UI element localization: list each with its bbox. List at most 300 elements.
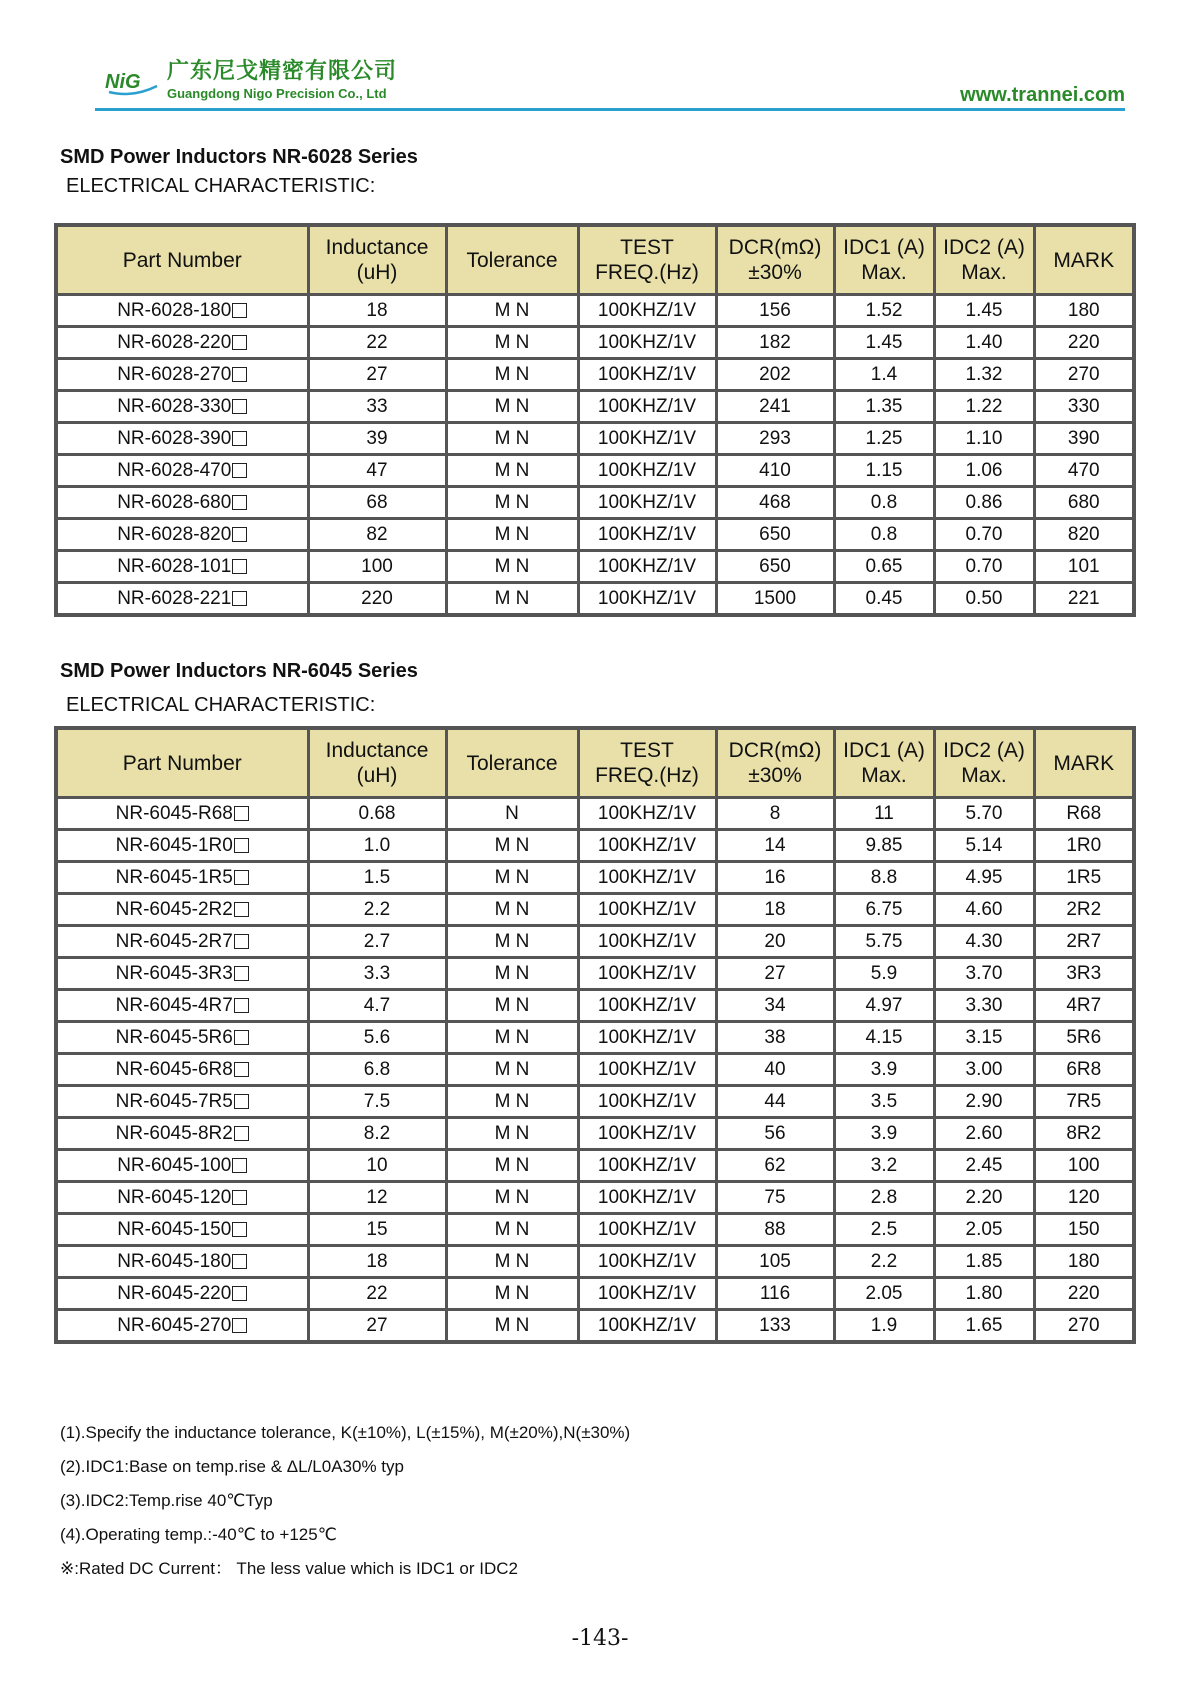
table-cell: M N: [446, 862, 578, 894]
table-cell: 39: [308, 423, 446, 455]
table-cell: M N: [446, 990, 578, 1022]
table-cell: 180: [1034, 1246, 1134, 1278]
table-cell: [56, 894, 308, 926]
table-cell: R68: [1034, 798, 1134, 830]
table-cell: 1.45: [834, 327, 934, 359]
table-cell: 1.32: [934, 359, 1034, 391]
table-row: [56, 1182, 1134, 1214]
table-row: [56, 1310, 1134, 1343]
table-cell: 1.45: [934, 295, 1034, 327]
table-row: [56, 830, 1134, 862]
part-number: NR-6028-180: [117, 300, 232, 321]
tolerance-code-box: [232, 559, 247, 574]
table-cell: 20: [716, 926, 834, 958]
part-number: NR-6045-4R7: [115, 995, 233, 1016]
table-cell: M N: [446, 1086, 578, 1118]
table-cell: M N: [446, 926, 578, 958]
table-cell: 650: [716, 519, 834, 551]
table-row: [56, 519, 1134, 551]
page-number: -143-: [571, 1626, 629, 1651]
note: ※:Rated DC Current： The less value which is IDC1 or IDC2: [60, 1559, 518, 1578]
part-number: NR-6045-150: [117, 1219, 232, 1240]
table-cell: M N: [446, 327, 578, 359]
table-cell: M N: [446, 1118, 578, 1150]
table-row: [56, 862, 1134, 894]
part-number: NR-6028-680: [117, 492, 232, 513]
table-cell: 5R6: [1034, 1022, 1134, 1054]
table-cell: 2.8: [834, 1182, 934, 1214]
section-subtitle-6045: ELECTRICAL CHARACTERISTIC:: [66, 694, 376, 716]
table-cell: 7.5: [308, 1086, 446, 1118]
table-cell: 3.15: [934, 1022, 1034, 1054]
tolerance-code-box: [232, 303, 247, 318]
note: (3).IDC2:Temp.rise 40℃Typ: [60, 1491, 273, 1510]
table-cell: 8.2: [308, 1118, 446, 1150]
table-cell: 44: [716, 1086, 834, 1118]
table-cell: 1.65: [934, 1310, 1034, 1343]
column-header: Tolerance: [446, 728, 578, 798]
table-cell: 4.97: [834, 990, 934, 1022]
table-cell: 1.52: [834, 295, 934, 327]
table-cell: 3.9: [834, 1118, 934, 1150]
table-cell: 4R7: [1034, 990, 1134, 1022]
part-number: NR-6028-470: [117, 460, 232, 481]
table-cell: 16: [716, 862, 834, 894]
table-cell: [56, 1278, 308, 1310]
table-cell: M N: [446, 1278, 578, 1310]
table-cell: 68: [308, 487, 446, 519]
table-cell: 4.15: [834, 1022, 934, 1054]
table-cell: 101: [1034, 551, 1134, 583]
table-cell: 22: [308, 327, 446, 359]
tolerance-code-box: [234, 1126, 249, 1141]
table-cell: 100KHZ/1V: [578, 926, 716, 958]
table-cell: 10: [308, 1150, 446, 1182]
table-cell: 1.35: [834, 391, 934, 423]
table-cell: 100KHZ/1V: [578, 1054, 716, 1086]
table-cell: [56, 990, 308, 1022]
table-cell: M N: [446, 519, 578, 551]
table-cell: 34: [716, 990, 834, 1022]
table-cell: 100KHZ/1V: [578, 423, 716, 455]
table-cell: 6.75: [834, 894, 934, 926]
column-header: TEST FREQ.(Hz): [578, 728, 716, 798]
table-cell: 47: [308, 455, 446, 487]
table-cell: [56, 551, 308, 583]
table-cell: 12: [308, 1182, 446, 1214]
table-cell: 0.45: [834, 583, 934, 616]
table-cell: 8: [716, 798, 834, 830]
table-cell: 100KHZ/1V: [578, 487, 716, 519]
table-cell: 100KHZ/1V: [578, 295, 716, 327]
column-header: Inductance (uH): [308, 225, 446, 295]
table-cell: 4.7: [308, 990, 446, 1022]
table-cell: 100: [1034, 1150, 1134, 1182]
table-cell: 7R5: [1034, 1086, 1134, 1118]
spec-table-6028: [54, 223, 1136, 617]
part-number: NR-6028-270: [117, 364, 232, 385]
table-cell: [56, 359, 308, 391]
table-cell: 11: [834, 798, 934, 830]
table-cell: 5.6: [308, 1022, 446, 1054]
table-cell: 100KHZ/1V: [578, 1022, 716, 1054]
table-cell: 468: [716, 487, 834, 519]
table-cell: M N: [446, 455, 578, 487]
table-cell: M N: [446, 1054, 578, 1086]
table-cell: 0.70: [934, 551, 1034, 583]
table-cell: 1.25: [834, 423, 934, 455]
table-cell: 1R5: [1034, 862, 1134, 894]
table-cell: 410: [716, 455, 834, 487]
table-cell: [56, 926, 308, 958]
column-header: Part Number: [56, 728, 308, 798]
table-cell: 820: [1034, 519, 1134, 551]
table-cell: 100KHZ/1V: [578, 519, 716, 551]
table-header-row: [56, 728, 1134, 798]
table-cell: 180: [1034, 295, 1134, 327]
table-cell: M N: [446, 1150, 578, 1182]
table-cell: N: [446, 798, 578, 830]
logo-text: NiG: [105, 71, 141, 93]
header-rule: [95, 108, 1125, 111]
table-cell: [56, 1022, 308, 1054]
table-cell: 3.30: [934, 990, 1034, 1022]
table-cell: 100KHZ/1V: [578, 327, 716, 359]
table-cell: 5.75: [834, 926, 934, 958]
table-cell: [56, 1150, 308, 1182]
table-cell: 1.4: [834, 359, 934, 391]
table-cell: M N: [446, 958, 578, 990]
table-cell: 6.8: [308, 1054, 446, 1086]
table-cell: 270: [1034, 359, 1134, 391]
table-cell: 100KHZ/1V: [578, 798, 716, 830]
part-number: NR-6028-221: [117, 588, 232, 609]
table-cell: 0.65: [834, 551, 934, 583]
table-cell: [56, 1182, 308, 1214]
table-row: [56, 1246, 1134, 1278]
table-cell: 100KHZ/1V: [578, 1310, 716, 1343]
table-cell: 15: [308, 1214, 446, 1246]
company-name-en: Guangdong Nigo Precision Co., Ltd: [167, 86, 387, 101]
series-title-6028: SMD Power Inductors NR-6028 Series: [60, 146, 418, 168]
tolerance-code-box: [234, 998, 249, 1013]
table-row: [56, 455, 1134, 487]
column-header: IDC2 (A) Max.: [934, 728, 1034, 798]
tolerance-code-box: [232, 1190, 247, 1205]
tolerance-code-box: [232, 399, 247, 414]
table-row: [56, 958, 1134, 990]
table-cell: M N: [446, 1246, 578, 1278]
table-cell: 5.70: [934, 798, 1034, 830]
table-row: [56, 487, 1134, 519]
table-cell: 0.8: [834, 519, 934, 551]
column-header: DCR(mΩ) ±30%: [716, 225, 834, 295]
table-cell: 2.05: [934, 1214, 1034, 1246]
table-cell: M N: [446, 1182, 578, 1214]
table-cell: [56, 519, 308, 551]
tolerance-code-box: [234, 1062, 249, 1077]
tolerance-code-box: [232, 1286, 247, 1301]
table-cell: 182: [716, 327, 834, 359]
table-cell: 150: [1034, 1214, 1134, 1246]
tolerance-code-box: [232, 495, 247, 510]
table-cell: 4.60: [934, 894, 1034, 926]
table-cell: 27: [308, 359, 446, 391]
table-row: [56, 1054, 1134, 1086]
table-cell: M N: [446, 423, 578, 455]
table-cell: 1.0: [308, 830, 446, 862]
table-cell: [56, 455, 308, 487]
table-row: [56, 423, 1134, 455]
table-cell: 100KHZ/1V: [578, 1214, 716, 1246]
section-subtitle-6028: ELECTRICAL CHARACTERISTIC:: [66, 175, 376, 197]
table-cell: [56, 1214, 308, 1246]
table-cell: 1.9: [834, 1310, 934, 1343]
table-cell: 100KHZ/1V: [578, 1118, 716, 1150]
table-cell: 3.70: [934, 958, 1034, 990]
part-number: NR-6028-330: [117, 396, 232, 417]
series-title-6045: SMD Power Inductors NR-6045 Series: [60, 660, 418, 682]
table-cell: [56, 1086, 308, 1118]
table-cell: 1.06: [934, 455, 1034, 487]
table-cell: 3.3: [308, 958, 446, 990]
table-cell: 390: [1034, 423, 1134, 455]
table-cell: 3.2: [834, 1150, 934, 1182]
table-cell: 2.60: [934, 1118, 1034, 1150]
table-cell: 1.40: [934, 327, 1034, 359]
part-number: NR-6045-220: [117, 1283, 232, 1304]
table-cell: 22: [308, 1278, 446, 1310]
table-cell: 4.30: [934, 926, 1034, 958]
table-cell: 105: [716, 1246, 834, 1278]
table-cell: 2R2: [1034, 894, 1134, 926]
tolerance-code-box: [232, 527, 247, 542]
part-number: NR-6028-220: [117, 332, 232, 353]
tolerance-code-box: [232, 431, 247, 446]
table-cell: 680: [1034, 487, 1134, 519]
table-row: [56, 1022, 1134, 1054]
note: (2).IDC1:Base on temp.rise & ΔL/L0A30% typ: [60, 1457, 404, 1476]
table-cell: 2R7: [1034, 926, 1134, 958]
table-cell: [56, 1310, 308, 1343]
table-cell: [56, 391, 308, 423]
table-row: [56, 894, 1134, 926]
part-number: NR-6045-6R8: [115, 1059, 233, 1080]
table-cell: 6R8: [1034, 1054, 1134, 1086]
table-row: [56, 391, 1134, 423]
part-number: NR-6045-100: [117, 1155, 232, 1176]
tolerance-code-box: [232, 591, 247, 606]
table-cell: 100KHZ/1V: [578, 583, 716, 616]
table-cell: 100KHZ/1V: [578, 359, 716, 391]
tolerance-code-box: [234, 806, 249, 821]
column-header: MARK: [1034, 225, 1134, 295]
table-row: [56, 926, 1134, 958]
tolerance-code-box: [232, 1254, 247, 1269]
table-cell: 8.8: [834, 862, 934, 894]
table-row: [56, 1150, 1134, 1182]
tolerance-code-box: [234, 902, 249, 917]
table-cell: 0.8: [834, 487, 934, 519]
table-row: [56, 990, 1134, 1022]
tolerance-code-box: [234, 966, 249, 981]
table-cell: 8R2: [1034, 1118, 1134, 1150]
table-cell: M N: [446, 583, 578, 616]
part-number: NR-6045-8R2: [115, 1123, 233, 1144]
table-cell: M N: [446, 830, 578, 862]
column-header: IDC1 (A) Max.: [834, 225, 934, 295]
table-cell: 241: [716, 391, 834, 423]
table-cell: 56: [716, 1118, 834, 1150]
table-cell: 3.5: [834, 1086, 934, 1118]
table-cell: 18: [308, 295, 446, 327]
table-cell: 100KHZ/1V: [578, 391, 716, 423]
part-number: NR-6028-820: [117, 524, 232, 545]
part-number: NR-6045-5R6: [115, 1027, 233, 1048]
part-number: NR-6045-2R2: [115, 899, 233, 920]
table-cell: 470: [1034, 455, 1134, 487]
table-cell: 3.9: [834, 1054, 934, 1086]
table-cell: 5.9: [834, 958, 934, 990]
table-cell: 2.7: [308, 926, 446, 958]
table-row: [56, 1086, 1134, 1118]
tolerance-code-box: [234, 1094, 249, 1109]
table-cell: 1.80: [934, 1278, 1034, 1310]
column-header: Inductance (uH): [308, 728, 446, 798]
part-number: NR-6045-1R5: [115, 867, 233, 888]
part-number: NR-6045-R68: [115, 803, 233, 824]
part-number: NR-6045-120: [117, 1187, 232, 1208]
table-cell: 33: [308, 391, 446, 423]
tolerance-code-box: [234, 1030, 249, 1045]
table-cell: 62: [716, 1150, 834, 1182]
table-cell: 38: [716, 1022, 834, 1054]
column-header: DCR(mΩ) ±30%: [716, 728, 834, 798]
table-cell: 100KHZ/1V: [578, 990, 716, 1022]
table-cell: 100KHZ/1V: [578, 958, 716, 990]
table-cell: 2.2: [308, 894, 446, 926]
table-cell: [56, 423, 308, 455]
table-row: [56, 798, 1134, 830]
table-cell: 1.15: [834, 455, 934, 487]
table-row: [56, 1214, 1134, 1246]
table-cell: M N: [446, 391, 578, 423]
column-header: IDC1 (A) Max.: [834, 728, 934, 798]
table-cell: 202: [716, 359, 834, 391]
table-cell: 3R3: [1034, 958, 1134, 990]
table-row: [56, 295, 1134, 327]
table-cell: 88: [716, 1214, 834, 1246]
part-number: NR-6028-101: [117, 556, 232, 577]
column-header: IDC2 (A) Max.: [934, 225, 1034, 295]
table-cell: M N: [446, 1310, 578, 1343]
table-row: [56, 551, 1134, 583]
table-cell: M N: [446, 295, 578, 327]
table-cell: 0.86: [934, 487, 1034, 519]
note: (4).Operating temp.:-40℃ to +125℃: [60, 1525, 337, 1544]
note: (1).Specify the inductance tolerance, K(±10%), L(±15%), M(±20%),N(±30%): [60, 1423, 631, 1442]
part-number: NR-6045-270: [117, 1315, 232, 1336]
company-name-cn: 广东尼戈精密有限公司: [167, 58, 398, 84]
part-number: NR-6028-390: [117, 428, 232, 449]
table-cell: [56, 1054, 308, 1086]
table-cell: 14: [716, 830, 834, 862]
tolerance-code-box: [234, 870, 249, 885]
table-cell: 100KHZ/1V: [578, 862, 716, 894]
table-cell: 2.20: [934, 1182, 1034, 1214]
table-row: [56, 327, 1134, 359]
table-cell: 27: [308, 1310, 446, 1343]
part-number: NR-6045-1R0: [115, 835, 233, 856]
table-cell: M N: [446, 487, 578, 519]
spec-table-6045: [54, 726, 1136, 1344]
table-cell: 1.10: [934, 423, 1034, 455]
tolerance-code-box: [232, 1222, 247, 1237]
table-cell: 100KHZ/1V: [578, 1278, 716, 1310]
table-cell: 100KHZ/1V: [578, 1246, 716, 1278]
column-header: Tolerance: [446, 225, 578, 295]
table-cell: 3.00: [934, 1054, 1034, 1086]
table-cell: 100KHZ/1V: [578, 551, 716, 583]
table-cell: 100: [308, 551, 446, 583]
table-cell: 27: [716, 958, 834, 990]
table-cell: [56, 958, 308, 990]
column-header: TEST FREQ.(Hz): [578, 225, 716, 295]
table-cell: [56, 798, 308, 830]
table-cell: [56, 1118, 308, 1150]
table-cell: 220: [1034, 1278, 1134, 1310]
table-cell: 100KHZ/1V: [578, 1182, 716, 1214]
table-cell: M N: [446, 1214, 578, 1246]
table-cell: 4.95: [934, 862, 1034, 894]
table-cell: 156: [716, 295, 834, 327]
table-cell: 1.5: [308, 862, 446, 894]
table-cell: 18: [308, 1246, 446, 1278]
table-cell: [56, 1246, 308, 1278]
column-header: MARK: [1034, 728, 1134, 798]
part-number: NR-6045-180: [117, 1251, 232, 1272]
table-cell: 100KHZ/1V: [578, 894, 716, 926]
table-row: [56, 359, 1134, 391]
page-header: [95, 50, 1125, 112]
table-cell: 1500: [716, 583, 834, 616]
company-logo: [103, 64, 161, 98]
tolerance-code-box: [234, 838, 249, 853]
table-cell: 0.68: [308, 798, 446, 830]
table-cell: 1.22: [934, 391, 1034, 423]
table-row: [56, 1118, 1134, 1150]
table-cell: M N: [446, 1022, 578, 1054]
table-cell: 650: [716, 551, 834, 583]
table-cell: 220: [1034, 327, 1134, 359]
tolerance-code-box: [232, 463, 247, 478]
table-cell: 1R0: [1034, 830, 1134, 862]
table-cell: 2.05: [834, 1278, 934, 1310]
table-cell: 221: [1034, 583, 1134, 616]
notes: [60, 1416, 630, 1586]
table-cell: M N: [446, 359, 578, 391]
tolerance-code-box: [232, 1318, 247, 1333]
table-cell: 18: [716, 894, 834, 926]
part-number: NR-6045-3R3: [115, 963, 233, 984]
column-header: Part Number: [56, 225, 308, 295]
website-link[interactable]: www.trannei.com: [960, 84, 1125, 106]
table-cell: 100KHZ/1V: [578, 830, 716, 862]
table-cell: 2.90: [934, 1086, 1034, 1118]
table-cell: 330: [1034, 391, 1134, 423]
table-cell: 82: [308, 519, 446, 551]
table-cell: 0.70: [934, 519, 1034, 551]
